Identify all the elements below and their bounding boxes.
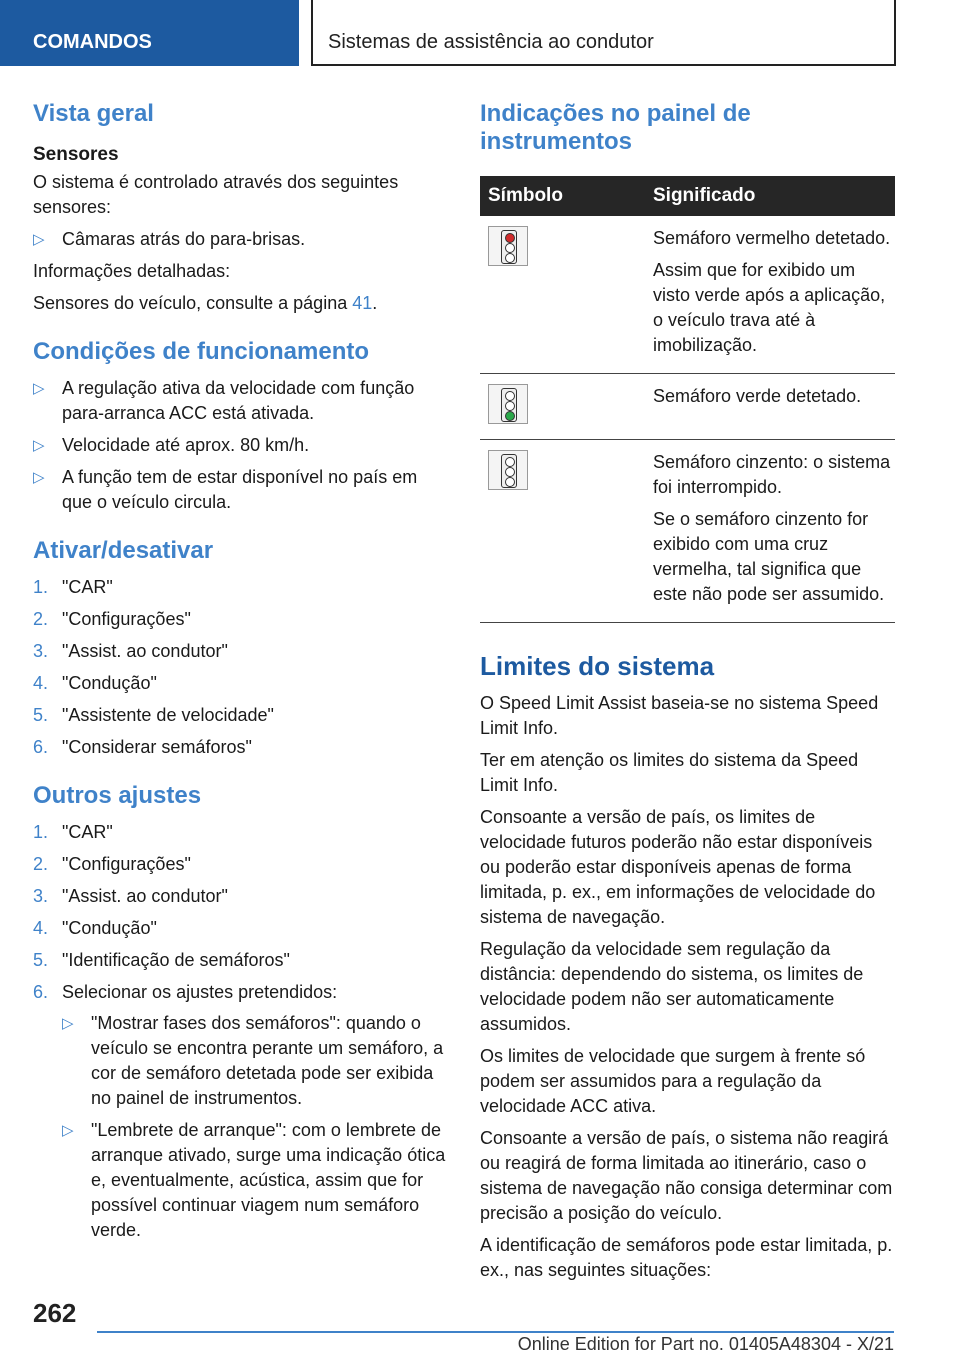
triangle-bullet-icon: ▷: [33, 231, 45, 248]
list-item: 4. "Condução": [33, 673, 157, 693]
activate-steps: [33, 575, 448, 760]
footer-divider: [97, 1331, 894, 1333]
limits-heading: Limites do sistema: [480, 651, 715, 681]
traffic-light-grey-icon: [488, 450, 528, 490]
table-row: [480, 374, 895, 440]
limits-paragraph: Os limites de velocidade que surgem à frente só podem ser assumidos para a regulação da velocidade ACC ativa.: [480, 1046, 866, 1116]
meaning-cell: Semáforo cinzento: o sistema foi interrompido. Se o semáforo cinzento for exibido com uma cruz vermelha, tal significa que este não pode ser assumido.: [641, 440, 895, 623]
other-settings-steps: [33, 820, 448, 1243]
triangle-bullet-icon: ▷: [33, 380, 45, 397]
symbol-table: [480, 176, 895, 623]
list-item: ▷ Câmaras atrás do para-brisas.: [33, 227, 448, 252]
section-title: COMANDOS: [33, 31, 152, 53]
limits-paragraph: Ter em atenção os limites do sistema da Speed Limit Info.: [480, 750, 859, 795]
meaning-cell: Semáforo verde detetado.: [641, 374, 895, 440]
table-row: [480, 216, 895, 374]
limits-paragraph: Regulação da velocidade sem regulação da distância: dependendo do sistema, os limites de velocidade podem não ser automaticamente assumidos.: [480, 939, 864, 1034]
list-item: 3. "Assist. ao condutor": [33, 886, 228, 906]
list-item: 2. "Configurações": [33, 854, 191, 874]
list-item: ▷ "Lembrete de arranque": com o lembrete de arranque ativado, surge uma indicação ótica e, eventualmente, acústica, assim que for possível continuar viagem num semáforo verde.: [62, 1120, 446, 1240]
list-item: 3. "Assist. ao condutor": [33, 641, 228, 661]
limits-paragraph: Consoante a versão de país, os limites de velocidade futuros poderão não estar disponíveis ou poderão estar disponíveis apenas de forma limitada, p. ex., em informações de velocidade do sistema de navegação.: [480, 807, 876, 927]
list-item: ▷ Velocidade até aprox. 80 km/h.: [33, 433, 448, 458]
traffic-light-red-icon: [488, 226, 528, 266]
conditions-heading: Condições de funcionamento: [33, 338, 370, 365]
sensors-reference: Sensores do veículo, consulte a página 41.: [33, 293, 378, 313]
list-item: 5. "Identificação de semáforos": [33, 950, 290, 970]
list-item: ▷ "Mostrar fases dos semáforos": quando o veículo se encontra perante um semáforo, a cor de semáforo detetada pode ser exibida no painel de instrumentos.: [62, 1013, 444, 1108]
meaning-cell: Semáforo vermelho detetado. Assim que for exibido um visto verde após a aplicação, o veículo trava até à imobilização.: [641, 216, 895, 374]
indications-heading: Indicações no painel de instrumentos: [480, 100, 751, 155]
list-item: 6. "Considerar semáforos": [33, 737, 252, 757]
page-number: 262: [33, 1298, 77, 1328]
list-item: ▷ A função tem de estar disponível no país em que o veículo circula.: [33, 467, 418, 512]
list-item: 1. "CAR": [33, 822, 113, 842]
symbol-cell: [480, 440, 641, 623]
chapter-header: [311, 0, 896, 66]
list-item: 2. "Configurações": [33, 609, 191, 629]
list-item: 4. "Condução": [33, 918, 157, 938]
column-header-symbol: Símbolo: [480, 176, 641, 216]
symbol-cell: [480, 374, 641, 440]
limits-paragraph: Consoante a versão de país, o sistema não reagirá ou reagirá de forma limitada ao itinerário, caso o sistema de navegação não consiga determinar com precisão a posição do veículo.: [480, 1128, 893, 1223]
page-link[interactable]: 41: [352, 293, 373, 313]
chapter-title: Sistemas de assistência ao condutor: [328, 31, 654, 53]
triangle-bullet-icon: ▷: [62, 1122, 74, 1139]
section-tab: [0, 0, 299, 66]
other-settings-heading: Outros ajustes: [33, 782, 202, 809]
limits-paragraph: A identificação de semáforos pode estar limitada, p. ex., nas seguintes situações:: [480, 1235, 893, 1280]
detail-label: Informações detalhadas:: [33, 261, 231, 281]
sensors-list: [33, 227, 448, 252]
list-item: ▷ A regulação ativa da velocidade com função para-arranca ACC está ativada.: [33, 378, 415, 423]
triangle-bullet-icon: ▷: [33, 469, 45, 486]
edition-note: Online Edition for Part no. 01405A48304 - X/21: [517, 1334, 894, 1354]
conditions-list: [33, 376, 448, 515]
table-row: [480, 440, 895, 623]
list-item: 5. "Assistente de velocidade": [33, 705, 274, 725]
limits-paragraph: O Speed Limit Assist baseia-se no sistema Speed Limit Info.: [480, 693, 879, 738]
triangle-bullet-icon: ▷: [62, 1015, 74, 1032]
triangle-bullet-icon: ▷: [33, 437, 45, 454]
overview-heading: Vista geral: [33, 100, 154, 127]
list-item: 1. "CAR": [33, 577, 113, 597]
activate-heading: Ativar/desativar: [33, 537, 214, 564]
symbol-cell: [480, 216, 641, 374]
left-column: [33, 100, 448, 1250]
right-column: [480, 100, 895, 1290]
settings-sub-list: [62, 1011, 448, 1243]
traffic-light-green-icon: [488, 384, 528, 424]
column-header-meaning: Significado: [641, 176, 895, 216]
sensors-heading: Sensores: [33, 144, 119, 165]
sensors-intro: O sistema é controlado através dos seguintes sensores:: [33, 172, 399, 217]
table-header-row: [480, 176, 895, 216]
list-item: 6. Selecionar os ajustes pretendidos: ▷ "Mostrar fases dos semáforos": quando o veículo se encontra perante um semáforo, a cor de semáforo detetada pode ser exibida no painel de instrumentos. ▷ "Lembrete de arranque": com o lembrete de arranque ativado, surge uma indicação ótica e, eventualmente, acústica, assim que for possível continuar viagem num semáforo verde.: [33, 980, 448, 1243]
